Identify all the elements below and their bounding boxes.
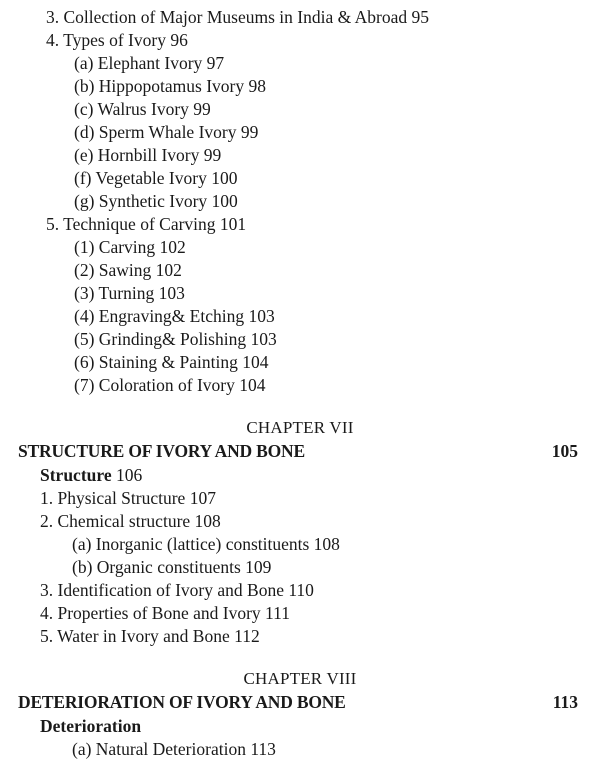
toc-entry: 5. Technique of Carving 101	[46, 214, 247, 234]
section-heading-label: Structure	[40, 465, 112, 485]
section-heading-page: 106	[111, 465, 143, 485]
toc-subentry: (e) Hornbill Ivory 99	[74, 145, 222, 165]
toc-subentry: (6) Staining & Painting 104	[74, 352, 269, 372]
toc-subentry: (a) Natural Deterioration 113	[72, 739, 276, 759]
toc-subentry: (4) Engraving& Etching 103	[74, 306, 275, 326]
chapter-title: DETERIORATION OF IVORY AND BONE	[18, 692, 346, 712]
toc-subentry: (a) Elephant Ivory 97	[74, 53, 225, 73]
toc-subentry: (5) Grinding& Polishing 103	[74, 329, 277, 349]
toc-entry: 5. Water in Ivory and Bone 112	[40, 626, 260, 646]
section-heading	[40, 464, 142, 486]
section-heading: Deterioration	[40, 716, 142, 736]
chapter-page-number: 113	[552, 692, 578, 712]
toc-subentry: (1) Carving 102	[74, 237, 186, 257]
toc-entry: 1. Physical Structure 107	[40, 488, 216, 508]
toc-subentry: (a) Inorganic (lattice) constituents 108	[72, 534, 340, 554]
chapter-page-number: 105	[551, 441, 578, 461]
toc-subentry: (b) Hippopotamus Ivory 98	[74, 76, 266, 96]
toc-subentry: (f) Vegetable Ivory 100	[74, 168, 238, 188]
toc-subentry: (g) Synthetic Ivory 100	[74, 191, 238, 211]
toc-subentry: (d) Sperm Whale Ivory 99	[74, 122, 259, 142]
chapter-title: STRUCTURE OF IVORY AND BONE	[18, 441, 305, 461]
toc-entry: 3. Identification of Ivory and Bone 110	[40, 580, 314, 600]
toc-subentry: (3) Turning 103	[74, 283, 185, 303]
toc-entry: 4. Properties of Bone and Ivory 111	[40, 603, 290, 623]
toc-entry: 2. Chemical structure 108	[40, 511, 221, 531]
toc-subentry: (b) Organic constituents 109	[72, 557, 272, 577]
toc-subentry: (2) Sawing 102	[74, 260, 182, 280]
chapter-label: CHAPTER VII	[246, 418, 354, 437]
toc-entry: 3. Collection of Major Museums in India & Abroad 95	[46, 7, 430, 27]
chapter-label: CHAPTER VIII	[243, 669, 357, 688]
toc-entry: 4. Types of Ivory 96	[46, 30, 188, 50]
toc-subentry: (c) Walrus Ivory 99	[74, 99, 211, 119]
toc-subentry: (7) Coloration of Ivory 104	[74, 375, 266, 395]
